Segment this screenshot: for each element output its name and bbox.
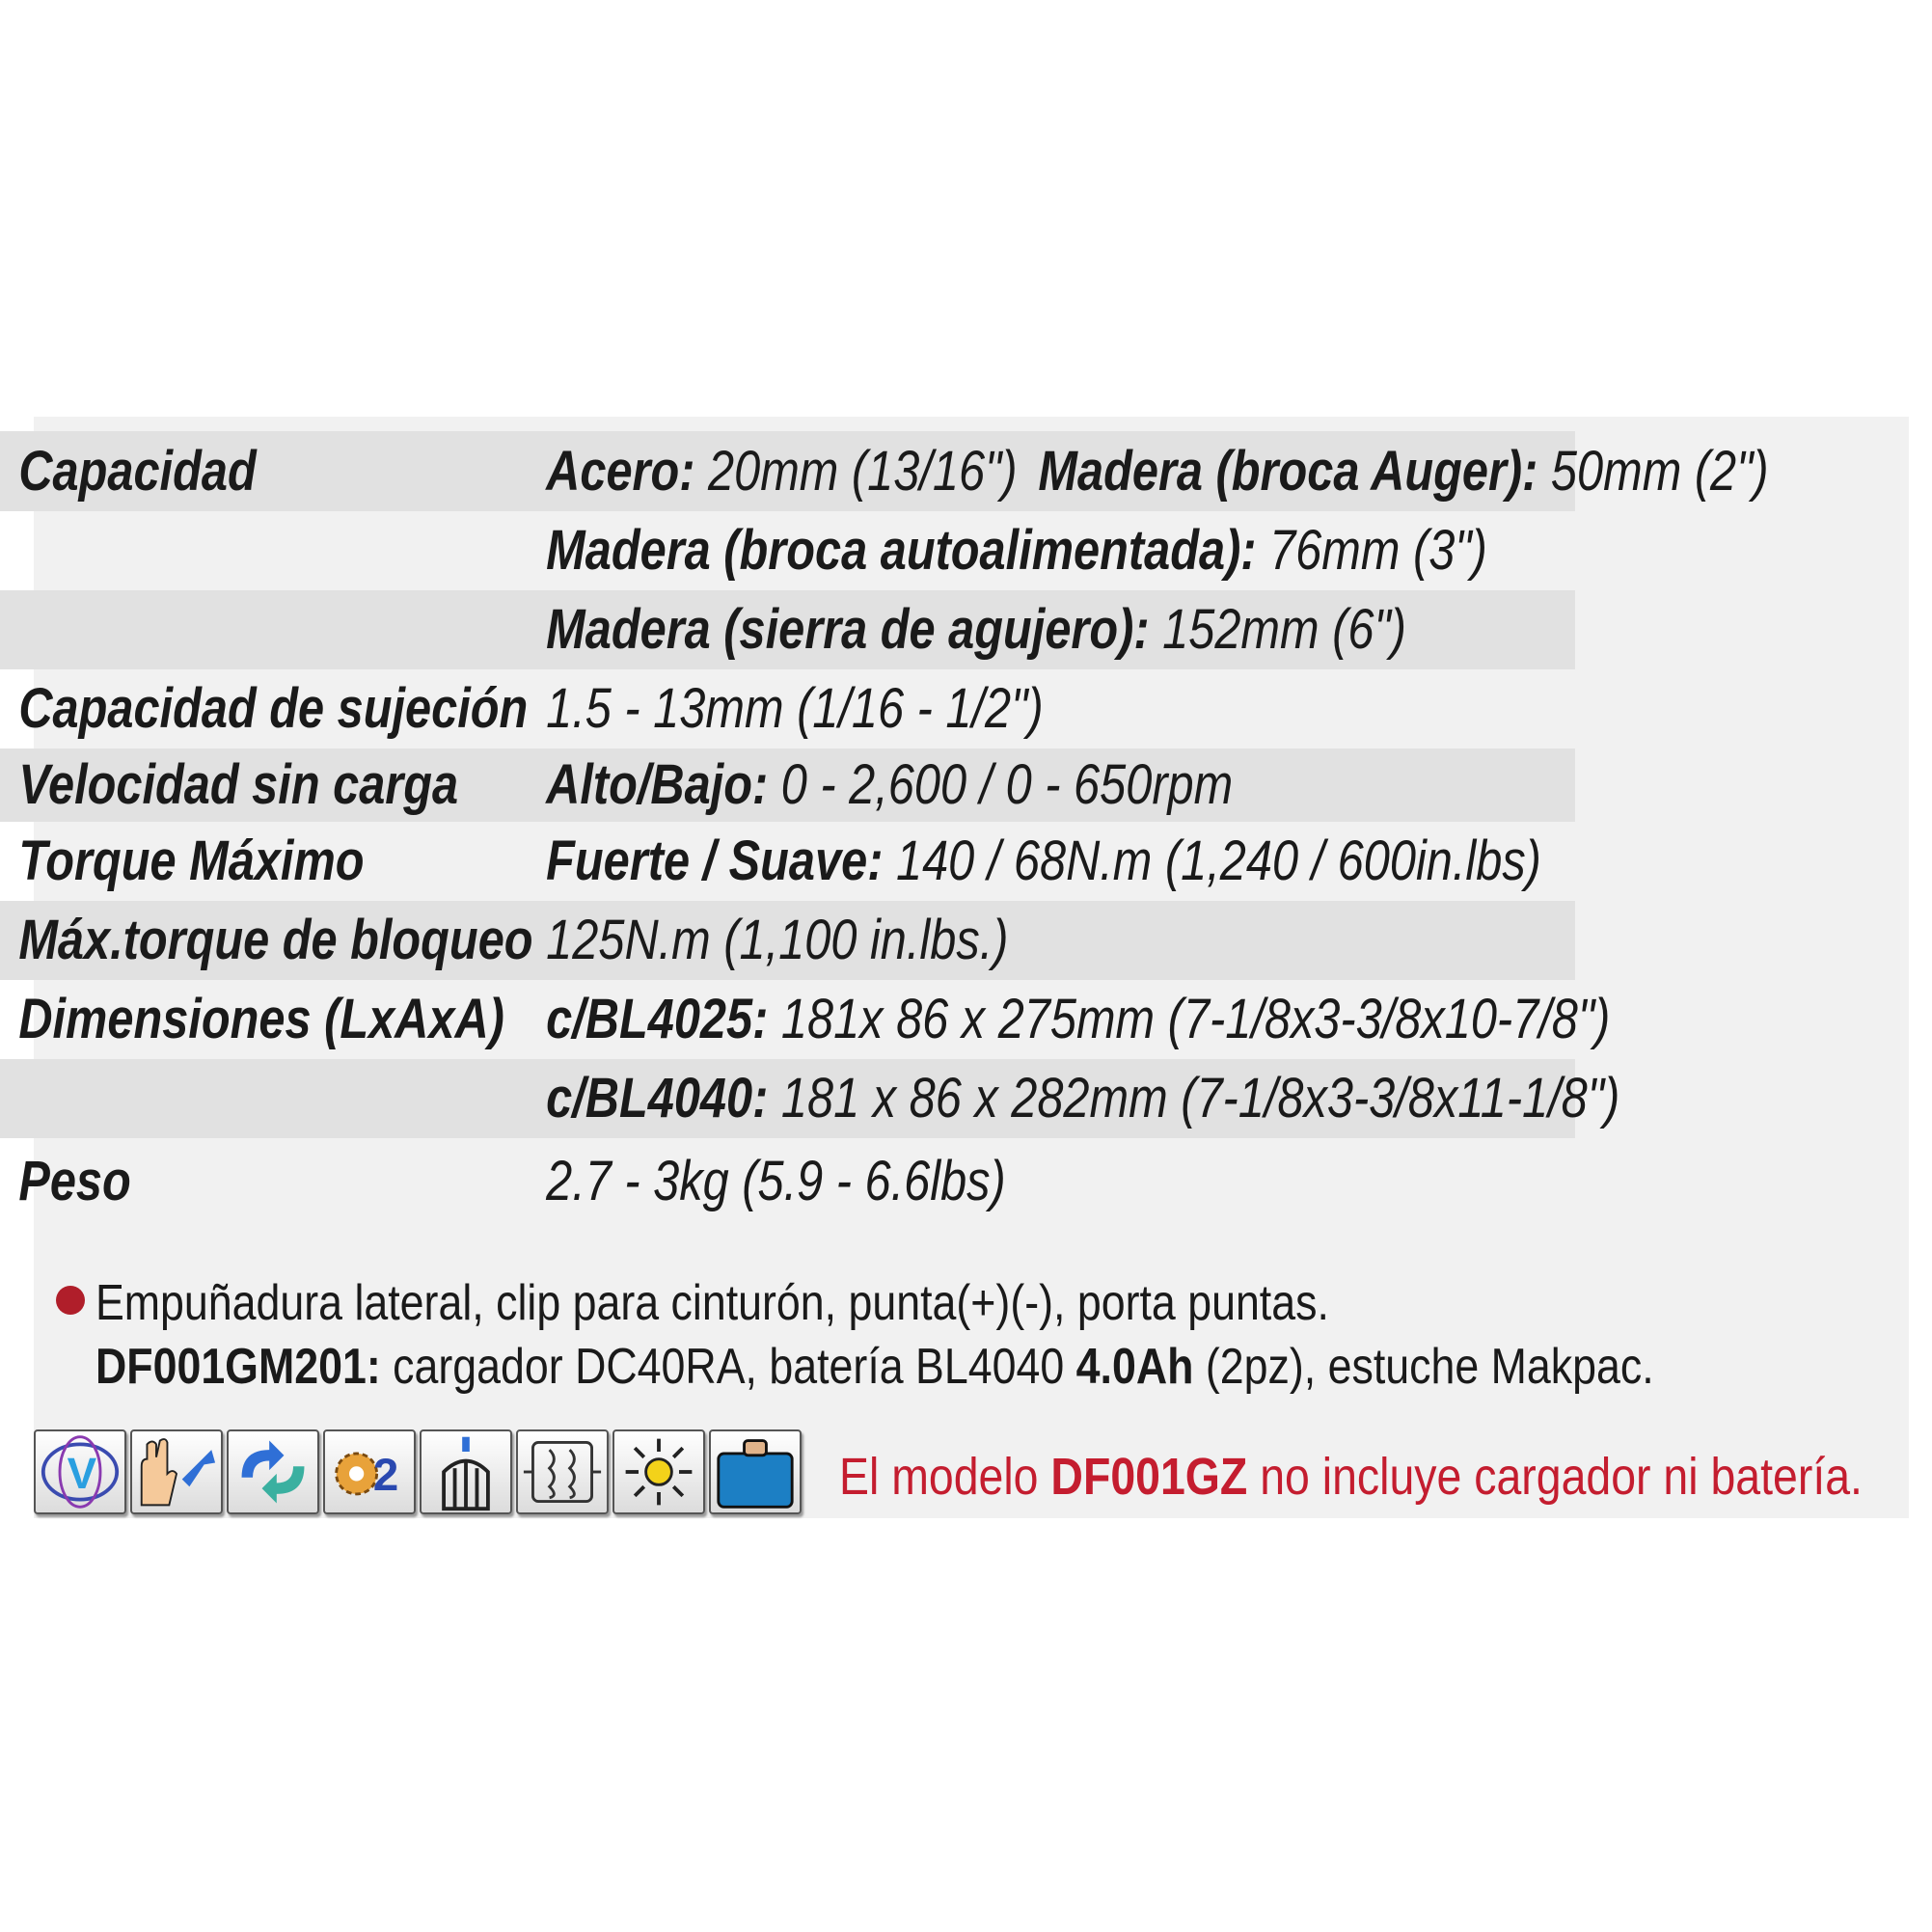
- spec-row: [0, 669, 1575, 748]
- spec-row: [0, 1138, 1575, 1225]
- spec-row: [0, 748, 1575, 822]
- led-light-icon: [612, 1429, 705, 1514]
- spec-value: [546, 519, 1487, 582]
- spec-amount: 76mm (3"): [1256, 519, 1487, 582]
- kit-capacity: 4.0Ah: [1075, 1339, 1194, 1395]
- spec-row: [0, 980, 1611, 1059]
- spec-amount: 50mm (2"): [1537, 439, 1769, 503]
- svg-text:2: 2: [372, 1450, 399, 1502]
- spec-amount: 2.7 - 3kg (5.9 - 6.6lbs): [546, 1150, 1006, 1212]
- model-note-pre: El modelo: [839, 1448, 1051, 1506]
- kit-qty: (2pz), estuche Makpac.: [1193, 1339, 1654, 1395]
- spec-key: Fuerte / Suave:: [546, 830, 884, 892]
- model-note-post: no incluye cargador ni batería.: [1247, 1448, 1863, 1506]
- model-note: [839, 1447, 1863, 1507]
- spec-amount: 1.5 - 13mm (1/16 - 1/2"): [546, 677, 1044, 740]
- spec-row: [0, 1059, 1620, 1138]
- spec-value: [546, 1067, 1620, 1129]
- spec-label: Dimensiones (LxAxA): [18, 988, 504, 1050]
- two-speed-gear-icon: [323, 1429, 416, 1514]
- spec-row: [0, 590, 1575, 669]
- spec-amount: 125N.m (1,100 in.lbs.): [546, 909, 1009, 971]
- chuck-icon: [420, 1429, 512, 1514]
- spec-amount: 140 / 68N.m (1,240 / 600in.lbs): [883, 830, 1541, 892]
- model-note-model: DF001GZ: [1050, 1448, 1248, 1506]
- svg-text:V: V: [67, 1449, 97, 1499]
- accessories-note: [66, 1271, 1654, 1399]
- spec-label: Velocidad sin carga: [18, 753, 459, 816]
- spec-label: Peso: [18, 1150, 131, 1212]
- spec-amount: 20mm (13/16"): [694, 439, 1018, 503]
- spec-amount: 0 - 2,600 / 0 - 650rpm: [768, 753, 1234, 816]
- spec-amount: 181x 86 x 275mm (7-1/8x3-3/8x10-7/8"): [768, 988, 1611, 1050]
- spec-row: [0, 822, 1575, 901]
- hand-tool-icon: [130, 1429, 223, 1514]
- spec-value: [546, 909, 1009, 971]
- feature-icons: [34, 1429, 802, 1518]
- spec-label: Torque Máximo: [18, 830, 365, 892]
- accessories-line: Empuñadura lateral, clip para cinturón, punta(+)(-), porta puntas.: [95, 1275, 1329, 1331]
- spec-key: Alto/Bajo:: [546, 753, 769, 816]
- spec-value: [546, 830, 1541, 892]
- kit-line: [66, 1335, 1654, 1399]
- spec-row: [0, 431, 1769, 511]
- spec-amount: 181 x 86 x 282mm (7-1/8x3-3/8x11-1/8"): [768, 1067, 1620, 1129]
- spec-amount: 152mm (6"): [1149, 598, 1406, 661]
- spec-row: [0, 901, 1575, 980]
- reversible-rotation-icon: [227, 1429, 319, 1514]
- spec-value: [546, 677, 1044, 740]
- spec-label: Capacidad de sujeción: [18, 677, 529, 740]
- spec-key: Madera (sierra de agujero):: [546, 598, 1150, 661]
- kit-model: DF001GM201:: [95, 1339, 381, 1395]
- spec-row: [0, 511, 1575, 590]
- kit-desc: cargador DC40RA, batería BL4040: [380, 1339, 1076, 1395]
- variable-speed-icon: [34, 1429, 126, 1514]
- spec-key: c/BL4040:: [546, 1067, 769, 1129]
- spec-value: [546, 988, 1611, 1050]
- carrying-case-icon: [709, 1429, 802, 1514]
- spec-value: [546, 1150, 1006, 1212]
- brake-icon: [516, 1429, 609, 1514]
- spec-value: [546, 439, 1769, 503]
- spec-value: [546, 598, 1406, 661]
- spec-label: Capacidad: [18, 439, 257, 503]
- spec-key: Acero:: [546, 439, 695, 503]
- spec-key: Madera (broca autoalimentada):: [546, 519, 1257, 582]
- spec-key: c/BL4025:: [546, 988, 769, 1050]
- spec-label: Máx.torque de bloqueo: [18, 909, 533, 971]
- spec-key: Madera (broca Auger):: [1038, 439, 1538, 503]
- spec-value: [546, 753, 1234, 816]
